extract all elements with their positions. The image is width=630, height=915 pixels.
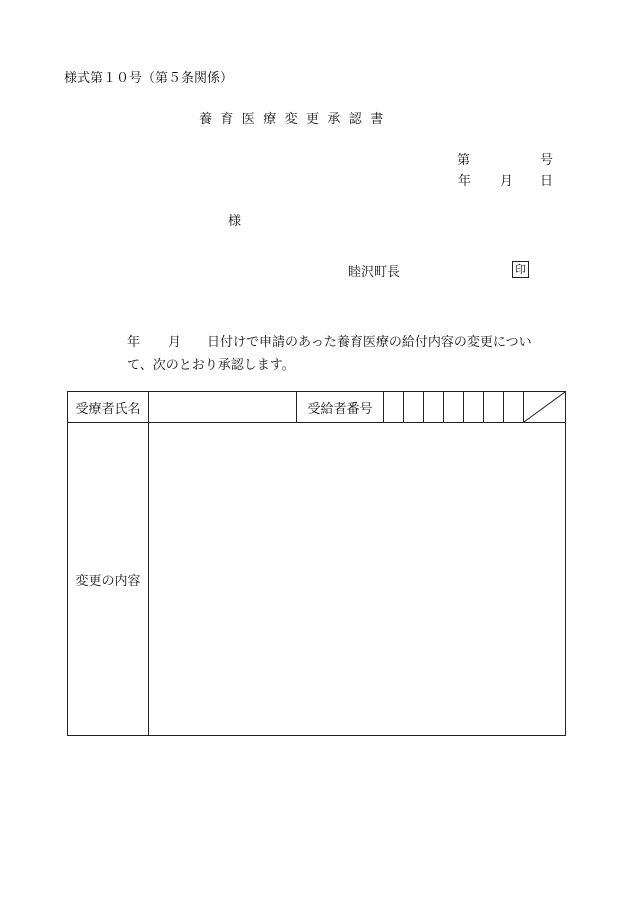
recipient-name-field[interactable] — [149, 392, 297, 423]
date-year-label: 年 — [458, 174, 472, 189]
body-line-1-text: 日付けで申請のあった養育医療の給付内容の変更につい — [207, 335, 532, 350]
change-details-label: 変更の内容 — [68, 423, 149, 736]
body-year-label: 年 — [127, 335, 141, 350]
recipient-number-crossed-cell — [524, 392, 566, 423]
recipient-number-digit-3[interactable] — [424, 392, 444, 423]
recipient-number-digit-5[interactable] — [464, 392, 484, 423]
body-paragraph — [127, 331, 557, 377]
body-line-1 — [127, 331, 557, 354]
body-line-2: て、次のとおり承認します。 — [127, 358, 295, 373]
recipient-number-digit-1[interactable] — [384, 392, 404, 423]
recipient-number-digit-6[interactable] — [484, 392, 504, 423]
document-title: 養育医療変更承認書 — [199, 112, 392, 127]
addressee-honorific: 様 — [228, 214, 242, 229]
change-details-row — [68, 423, 566, 736]
body-month-label: 月 — [168, 335, 182, 350]
recipient-number-label: 受給者番号 — [297, 392, 384, 423]
date-month-label: 月 — [500, 174, 514, 189]
date-day-label: 日 — [540, 174, 554, 189]
change-form-table — [67, 391, 566, 736]
recipient-number-digit-4[interactable] — [444, 392, 464, 423]
recipient-number-digit-2[interactable] — [404, 392, 424, 423]
recipient-name-label: 受療者氏名 — [68, 392, 149, 423]
number-suffix: 号 — [540, 153, 554, 168]
recipient-number-digit-7[interactable] — [504, 392, 524, 423]
form-code: 様式第１０号（第５条関係） — [64, 71, 234, 86]
seal-mark: 印 — [512, 261, 529, 278]
change-details-field[interactable] — [149, 423, 566, 736]
number-prefix: 第 — [457, 153, 471, 168]
diagonal-line — [524, 392, 565, 422]
recipient-row — [68, 392, 566, 423]
issuer-title: 睦沢町長 — [348, 265, 401, 280]
